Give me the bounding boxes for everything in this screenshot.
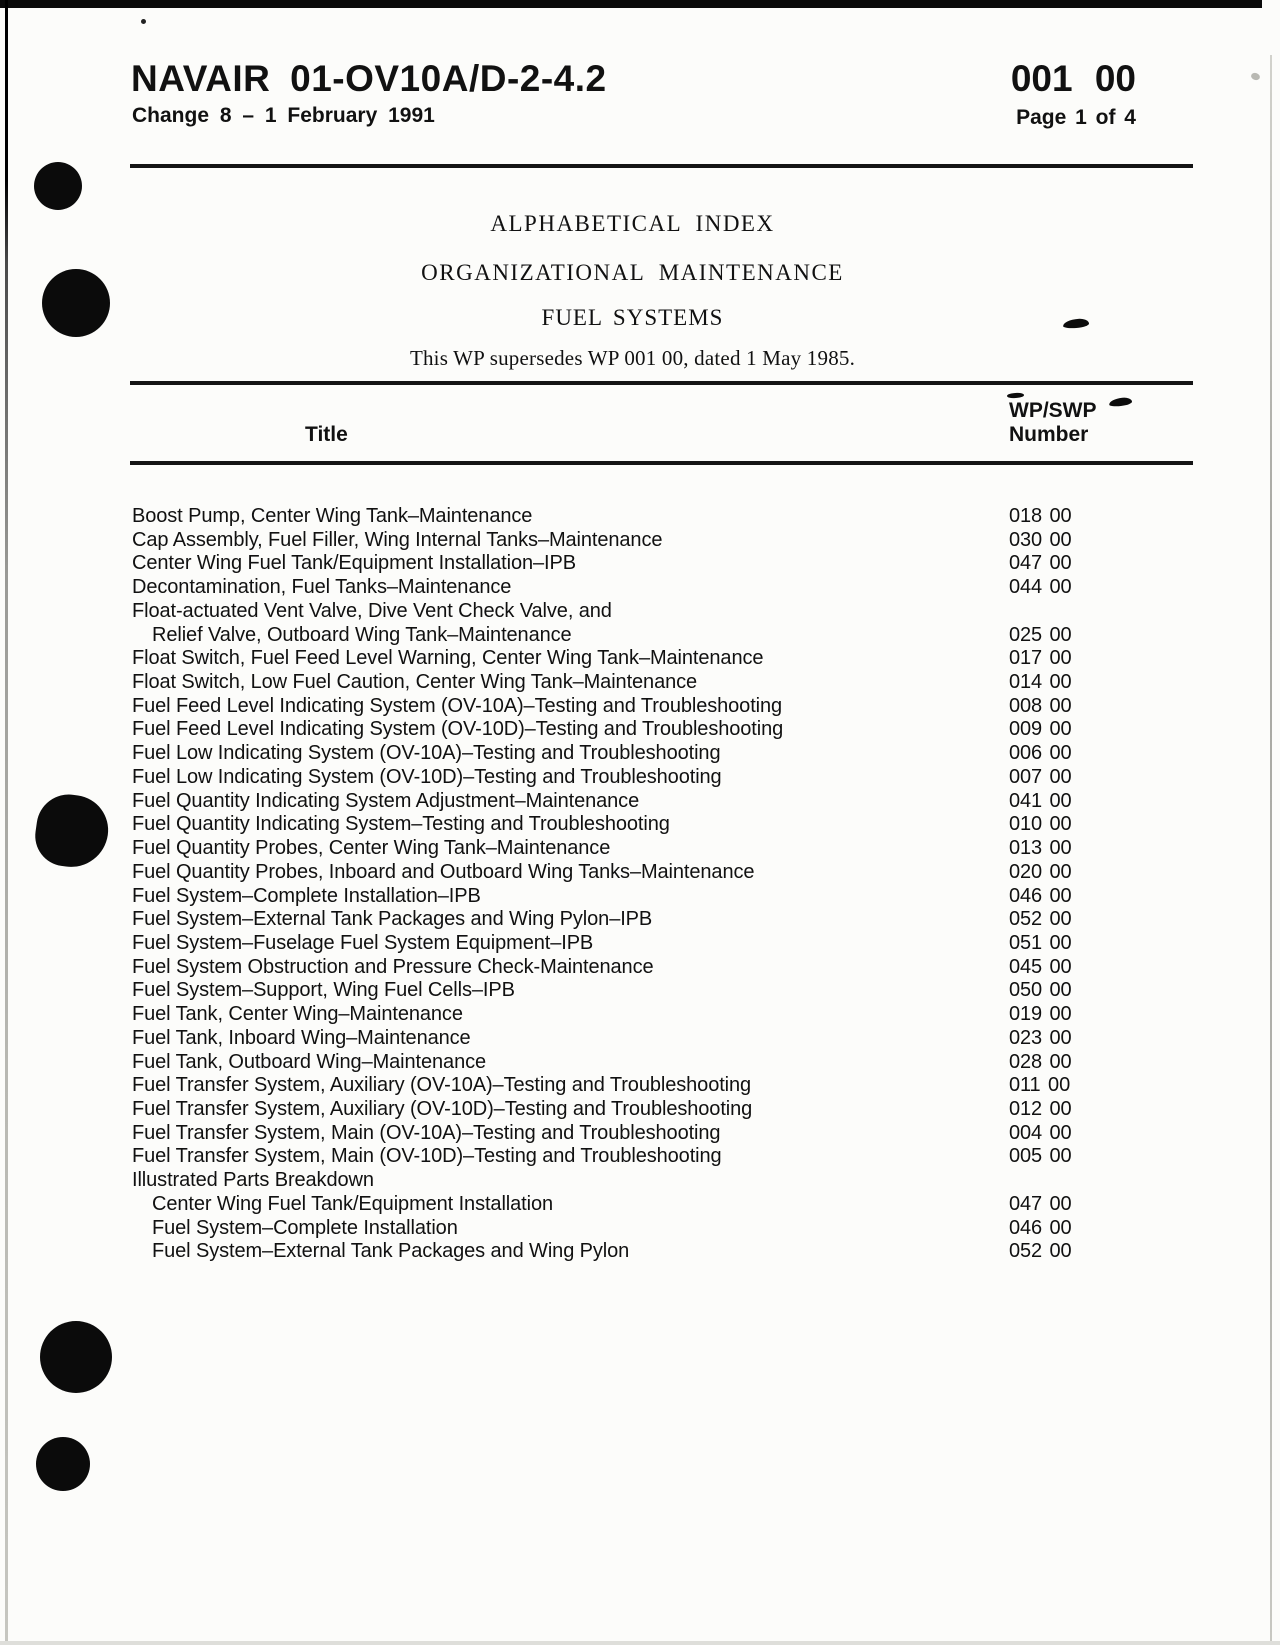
table-row — [132, 766, 1195, 790]
row-title: Fuel System–Complete Installation — [152, 1216, 458, 1239]
row-title: Center Wing Fuel Tank/Equipment Installation — [152, 1192, 554, 1215]
row-title: Fuel System–Fuselage Fuel System Equipment–IPB — [132, 931, 594, 954]
table-row — [132, 1027, 1195, 1051]
supersedure-notice: This WP supersedes WP 001 00, dated 1 May 1985. — [409, 346, 856, 370]
row-title: Fuel System–Support, Wing Fuel Cells–IPB — [132, 979, 515, 1002]
row-wp-number: 044 00 — [1009, 576, 1072, 599]
table-row — [132, 813, 1195, 837]
column-header-title: Title — [305, 423, 348, 446]
row-wp-number: 008 00 — [1009, 694, 1072, 717]
table-row — [132, 1003, 1195, 1027]
wp-number: 001 00 — [1010, 58, 1136, 99]
table-row — [132, 552, 1195, 576]
row-wp-number: 052 00 — [1009, 1240, 1072, 1263]
table-row — [132, 742, 1195, 766]
table-row — [132, 837, 1195, 861]
row-wp-number: 052 00 — [1009, 908, 1072, 931]
row-title: Fuel Quantity Indicating System–Testing and Troubleshooting — [132, 813, 670, 836]
row-wp-number: 012 00 — [1009, 1097, 1072, 1120]
row-title: Fuel System–External Tank Packages and Wing Pylon–IPB — [132, 908, 653, 931]
hole-punch-dot — [34, 162, 82, 210]
row-title: Illustrated Parts Breakdown — [132, 1169, 374, 1192]
table-row — [132, 885, 1195, 909]
row-wp-number: 047 00 — [1009, 1192, 1072, 1215]
ink-mark — [1007, 393, 1024, 399]
row-wp-number: 018 00 — [1009, 505, 1072, 527]
table-row — [132, 1074, 1195, 1098]
row-title: Float-actuated Vent Valve, Dive Vent Check Valve, and — [132, 599, 612, 622]
row-title: Fuel Quantity Indicating System Adjustment–Maintenance — [132, 789, 640, 812]
row-title: Fuel Feed Level Indicating System (OV-10D)–Testing and Troubleshooting — [132, 718, 784, 741]
row-wp-number: 050 00 — [1009, 979, 1072, 1002]
horizontal-rule — [130, 461, 1193, 465]
publication-id: NAVAIR 01-OV10A/D-2-4.2 — [131, 58, 607, 99]
row-title: Fuel Low Indicating System (OV-10A)–Testing and Troubleshooting — [132, 742, 721, 765]
row-title: Fuel Tank, Center Wing–Maintenance — [132, 1003, 463, 1026]
row-wp-number: 010 00 — [1009, 813, 1072, 836]
row-title: Fuel Quantity Probes, Center Wing Tank–Maintenance — [132, 837, 611, 860]
table-row — [132, 1098, 1195, 1122]
table-row — [132, 576, 1195, 600]
row-title: Fuel Transfer System, Main (OV-10D)–Testing and Troubleshooting — [132, 1145, 722, 1168]
row-title: Fuel Transfer System, Main (OV-10A)–Testing and Troubleshooting — [132, 1121, 721, 1144]
row-wp-number: 017 00 — [1009, 647, 1072, 670]
table-row — [132, 529, 1195, 553]
table-row — [132, 695, 1195, 719]
table-row — [132, 718, 1195, 742]
table-row — [132, 861, 1195, 885]
row-wp-number: 051 00 — [1009, 931, 1072, 954]
row-wp-number: 046 00 — [1009, 884, 1072, 907]
index-rows — [132, 505, 1195, 1264]
row-title: Center Wing Fuel Tank/Equipment Installation–IPB — [132, 552, 576, 575]
hole-punch-dot — [36, 1437, 90, 1491]
row-title: Float Switch, Fuel Feed Level Warning, Center Wing Tank–Maintenance — [132, 647, 764, 670]
row-title: Fuel Tank, Inboard Wing–Maintenance — [132, 1026, 471, 1049]
row-wp-number: 009 00 — [1009, 718, 1072, 741]
row-wp-number: 013 00 — [1009, 837, 1072, 860]
row-title: Decontamination, Fuel Tanks–Maintenance — [132, 576, 512, 599]
horizontal-rule — [130, 164, 1193, 168]
row-wp-number: 014 00 — [1009, 671, 1072, 694]
hole-punch-dot — [31, 790, 112, 871]
row-title: Fuel Transfer System, Auxiliary (OV-10D)–Testing and Troubleshooting — [132, 1097, 753, 1120]
row-wp-number: 028 00 — [1009, 1050, 1072, 1073]
table-row — [132, 624, 1195, 648]
row-title: Fuel Feed Level Indicating System (OV-10A)–Testing and Troubleshooting — [132, 694, 783, 717]
change-date-line: Change 8 – 1 February 1991 — [132, 104, 435, 127]
scan-edge-bottom — [0, 1641, 1280, 1645]
row-wp-number: 011 00 — [1009, 1074, 1071, 1097]
table-row — [132, 956, 1195, 980]
row-wp-number: 019 00 — [1009, 1003, 1072, 1026]
table-row — [132, 1051, 1195, 1075]
row-wp-number: 045 00 — [1009, 955, 1072, 978]
scan-smudge — [1250, 72, 1261, 82]
row-title: Cap Assembly, Fuel Filler, Wing Internal Tanks–Maintenance — [132, 528, 663, 551]
row-wp-number: 020 00 — [1009, 860, 1072, 883]
row-wp-number: 030 00 — [1009, 528, 1072, 551]
row-title: Fuel Tank, Outboard Wing–Maintenance — [132, 1050, 487, 1073]
row-wp-number: 023 00 — [1009, 1026, 1072, 1049]
scan-edge-left — [5, 0, 8, 1645]
row-title: Fuel System Obstruction and Pressure Check-Maintenance — [132, 955, 654, 978]
table-row — [132, 1240, 1195, 1264]
column-header-number: Number — [1009, 423, 1089, 446]
row-wp-number: 025 00 — [1009, 623, 1072, 646]
table-row — [132, 671, 1195, 695]
scan-edge-right — [1270, 55, 1272, 1645]
table-row — [132, 932, 1195, 956]
page-number: Page 1 of 4 — [1016, 106, 1136, 129]
horizontal-rule — [130, 381, 1193, 385]
row-wp-number: 041 00 — [1009, 789, 1072, 812]
row-title: Fuel System–Complete Installation–IPB — [132, 884, 481, 907]
ink-mark — [1109, 397, 1133, 407]
row-title: Relief Valve, Outboard Wing Tank–Maintenance — [152, 623, 572, 646]
row-wp-number: 046 00 — [1009, 1216, 1072, 1239]
table-row — [132, 790, 1195, 814]
table-row — [132, 908, 1195, 932]
scan-edge-top — [0, 0, 1262, 8]
row-title: Fuel Low Indicating System (OV-10D)–Testing and Troubleshooting — [132, 765, 722, 788]
system-title: FUEL SYSTEMS — [541, 305, 724, 330]
row-title: Boost Pump, Center Wing Tank–Maintenance — [132, 505, 533, 527]
table-row — [132, 1145, 1195, 1169]
ink-speck — [141, 19, 146, 24]
table-row — [132, 600, 1195, 624]
row-wp-number: 047 00 — [1009, 552, 1072, 575]
hole-punch-dot — [40, 1321, 112, 1393]
row-wp-number: 004 00 — [1009, 1121, 1072, 1144]
table-row — [132, 647, 1195, 671]
row-wp-number: 005 00 — [1009, 1145, 1072, 1168]
row-title: Fuel Quantity Probes, Inboard and Outboard Wing Tanks–Maintenance — [132, 860, 755, 883]
table-row — [132, 1122, 1195, 1146]
table-row — [132, 1217, 1195, 1241]
column-header-wp-swp: WP/SWP — [1009, 399, 1097, 422]
row-wp-number: 006 00 — [1009, 742, 1072, 765]
table-row — [132, 505, 1195, 529]
maintenance-level: ORGANIZATIONAL MAINTENANCE — [421, 260, 844, 285]
index-title: ALPHABETICAL INDEX — [490, 211, 775, 236]
table-row — [132, 979, 1195, 1003]
row-wp-number: 007 00 — [1009, 765, 1072, 788]
table-row — [132, 1193, 1195, 1217]
row-title: Fuel Transfer System, Auxiliary (OV-10A)–Testing and Troubleshooting — [132, 1074, 752, 1097]
row-title: Float Switch, Low Fuel Caution, Center Wing Tank–Maintenance — [132, 671, 698, 694]
table-row — [132, 1169, 1195, 1193]
row-title: Fuel System–External Tank Packages and Wing Pylon — [152, 1240, 630, 1263]
